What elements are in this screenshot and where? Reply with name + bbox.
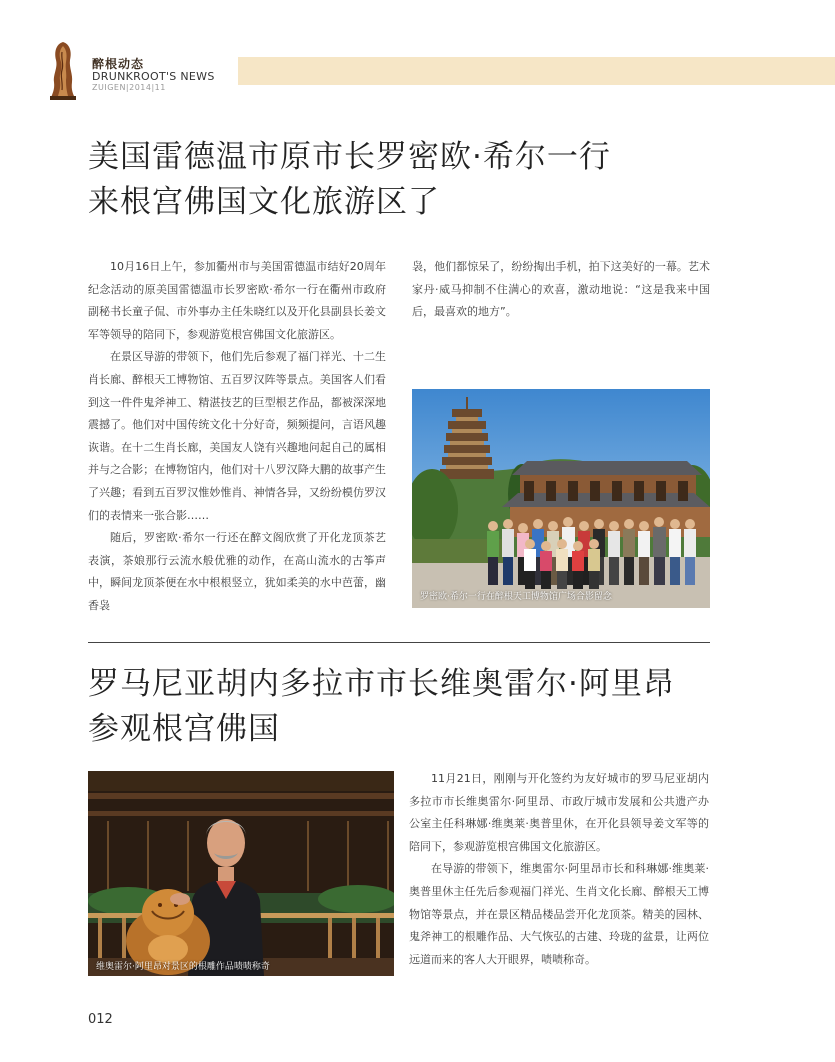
article1-paragraph: 随后，罗密欧·希尔一行还在醉文阁欣赏了开化龙顶茶艺表演，茶娘那行云流水般优雅的动作，在高山流水的古筝声中，瞬间龙顶茶便在水中根根竖立，犹如柔美的水中芭蕾，幽香袅: [88, 531, 386, 612]
section-title-cn: 醉根动态: [92, 57, 145, 71]
article1-column-right: [412, 256, 710, 324]
article1-title-line1: 美国雷德温市原市长罗密欧·希尔一行: [88, 139, 611, 175]
article2-paragraph: 11月21日，刚刚与开化签约为友好城市的罗马尼亚胡内多拉市市长维奥雷尔·阿里昂、市政厅城市发展和公共遗产办公室主任科琳娜·维奥莱·奥普里休，在开化县领导姜文军等的陪同下，参观游览根宫佛国文化旅游区。: [409, 772, 709, 853]
mayor-photo: [88, 771, 394, 976]
article1-title: [88, 135, 728, 225]
article2-column: [409, 768, 709, 971]
mayor-photo-caption: 维奥雷尔·阿里昂对景区的根雕作品啧啧称奇: [96, 962, 270, 972]
article1-column-left: [88, 256, 386, 618]
group-photo: [412, 389, 710, 608]
root-carving-logo-icon: [48, 40, 78, 100]
section-title-en: DRUNKROOT'S NEWS: [92, 70, 215, 83]
article1-title-line2: 来根宫佛国文化旅游区了: [88, 184, 440, 220]
header-band: [238, 57, 835, 85]
article2-paragraph: 在导游的带领下，维奥雷尔·阿里昂市长和科琳娜·维奥莱·奥普里休主任先后参观福门祥光、生肖文化长廊、醉根天工博物馆等景点，并在景区精品楼品尝开化龙顶茶。精美的园林、鬼斧神工的根雕作品、大气恢弘的古建、玲珑的盆景，让两位远道而来的客人大开眼界，啧啧称奇。: [409, 862, 709, 966]
issue-label: ZUIGEN|2014|11: [92, 83, 166, 92]
article2-title-line1: 罗马尼亚胡内多拉市市长维奥雷尔·阿里昂: [88, 666, 675, 702]
article-divider: [88, 642, 710, 643]
article2-title: [88, 662, 748, 752]
article1-paragraph: 10月16日上午，参加衢州市与美国雷德温市结好20周年纪念活动的原美国雷德温市长罗密欧·希尔一行在衢州市政府副秘书长童子侃、市外事办主任朱晓红以及开化县副县长姜文军等领导的陪同下，参观游览根宫佛国文化旅游区。: [88, 260, 386, 341]
group-photo-caption: 罗密欧·希尔一行在醉根天工博物馆广场合影留念: [420, 592, 612, 602]
article2-title-line2: 参观根宫佛国: [88, 711, 280, 747]
article1-paragraph: 在景区导游的带领下，他们先后参观了福门祥光、十二生肖长廊、醉根天工博物馆、五百罗汉阵等景点。美国客人们看到这一件件鬼斧神工、精湛技艺的巨型根艺作品，都被深深地震撼了。他们对中国传统文化十分好奇，频频提问，言语风趣诙谐。在十二生肖长廊，美国友人饶有兴趣地问起自己的属相并与之合影；在博物馆内，他们对十八罗汉降大鹏的故事产生了兴趣；看到五百罗汉惟妙惟肖、神情各异，又纷纷模仿罗汉们的表情来一张合影……: [88, 350, 386, 522]
article1-paragraph: 袅，他们都惊呆了，纷纷掏出手机，拍下这美好的一幕。艺术家丹·威马抑制不住满心的欢喜，激动地说：“这是我来中国后，最喜欢的地方”。: [412, 260, 710, 319]
page-number: 012: [88, 1012, 113, 1027]
